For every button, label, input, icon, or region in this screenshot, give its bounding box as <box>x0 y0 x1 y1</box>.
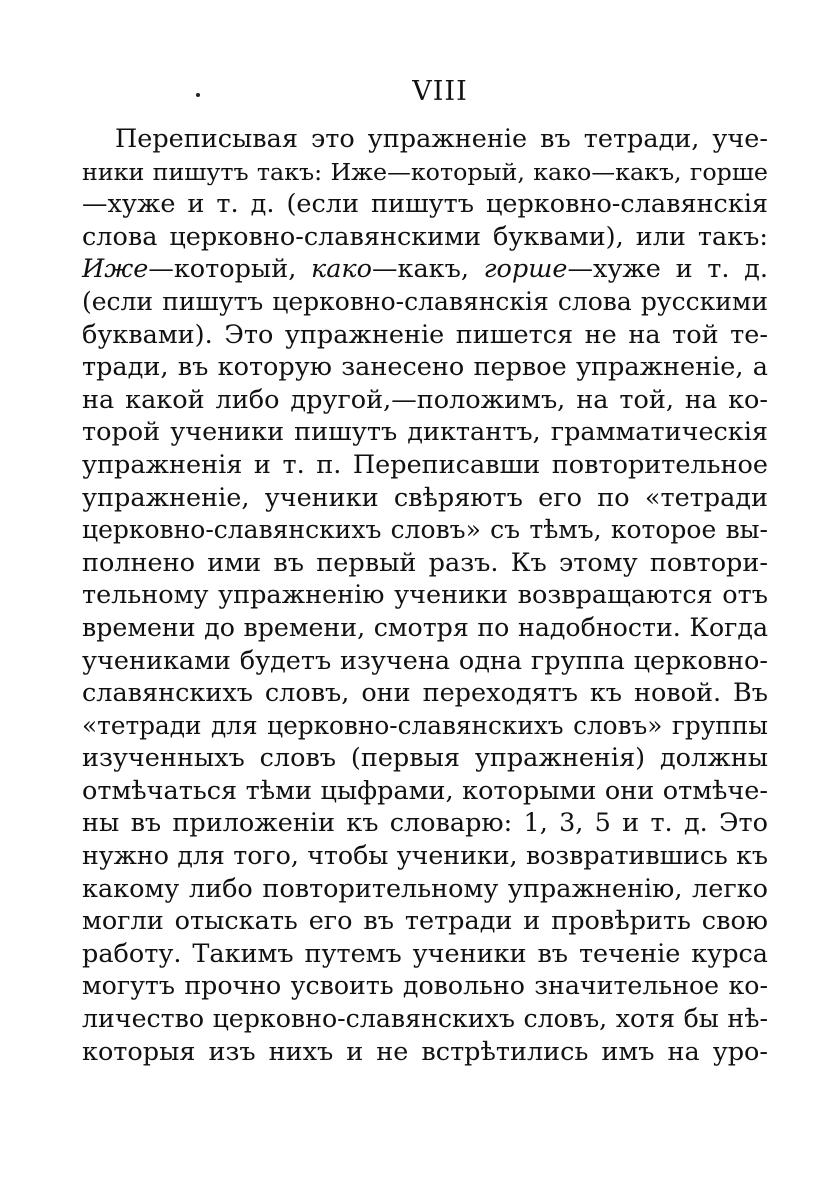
text-segment: на какой либо другой,—положимъ, на той, на ко- <box>82 384 768 415</box>
text-segment: работу. Такимъ путемъ ученики въ теченіе курса <box>82 938 768 969</box>
text-segment: —хуже и т. д. <box>567 254 768 285</box>
italic-word: како <box>311 254 373 285</box>
text-segment: Переписывая это упражненіе въ тетради, уче- <box>115 124 768 154</box>
text-line <box>82 482 768 515</box>
text-line <box>82 905 768 938</box>
text-segment: буквами). Это упражненіе пишется не на той те- <box>82 319 768 350</box>
text-line <box>82 710 768 743</box>
body-text <box>82 123 768 1068</box>
text-segment: тради, въ которую занесено первое упражненіе, а <box>82 352 768 383</box>
text-segment: торой ученики пишутъ диктантъ, грамматическія <box>82 417 768 448</box>
text-segment: —какъ, <box>372 254 484 285</box>
text-line <box>82 677 768 710</box>
text-segment: слова церковно-славянскими буквами), или такъ: <box>82 221 768 252</box>
text-line <box>82 188 768 221</box>
text-line <box>82 807 768 840</box>
text-segment: церковно-славянскихъ словъ» съ тѣмъ, которое вы- <box>82 515 768 545</box>
text-line <box>82 547 768 580</box>
text-line <box>82 840 768 873</box>
text-line <box>82 123 768 156</box>
text-line <box>82 416 768 449</box>
text-segment: какому либо повторительному упражненію, легко <box>82 873 768 904</box>
text-segment: личество церковно-славянскихъ словъ, хотя бы нѣ- <box>82 1004 768 1034</box>
text-segment: «тетради для церковно-славянскихъ словъ» группы <box>82 710 768 740</box>
text-segment: могутъ прочно усвоить довольно значительное ко- <box>82 971 768 1001</box>
text-line <box>82 1036 768 1069</box>
page-number: VIII <box>412 76 468 107</box>
text-segment: ники пишутъ такъ: Иже—который, како—какъ, горше <box>82 157 768 186</box>
text-line <box>82 645 768 678</box>
text-segment: ны въ приложеніи къ словарю: 1, 3, 5 и т. д. Это <box>82 808 768 839</box>
text-segment: отмѣчаться тѣми цыфрами, которыми они отмѣче- <box>82 775 768 806</box>
text-segment: могли отыскать его въ тетради и провѣрить свою <box>82 906 768 937</box>
text-segment: учениками будетъ изучена одна группа церковно- <box>82 645 768 676</box>
text-segment: (если пишутъ церковно-славянскія слова русскими <box>82 286 768 316</box>
text-line <box>82 938 768 971</box>
text-line <box>82 1003 768 1036</box>
text-segment: которыя изъ нихъ и не встрѣтились имъ на уро- <box>82 1036 768 1067</box>
text-line <box>82 970 768 1003</box>
text-line <box>82 156 768 189</box>
text-line <box>82 221 768 254</box>
text-line <box>82 384 768 417</box>
text-segment: тельному упражненію ученики возвращаются отъ <box>82 580 768 611</box>
text-line <box>82 319 768 352</box>
text-segment: полнено ими въ первый разъ. Къ этому повтори- <box>82 547 768 578</box>
text-line <box>82 612 768 645</box>
italic-word: горше <box>483 254 568 285</box>
text-line <box>82 351 768 384</box>
text-segment: —который, <box>148 254 311 285</box>
text-segment: изученныхъ словъ (первыя упражненія) должны <box>82 743 768 774</box>
text-line <box>82 286 768 319</box>
text-segment: нужно для того, чтобы ученики, возвратившись къ <box>82 841 768 871</box>
text-segment: —хуже и т. д. (если пишутъ церковно-славянскія <box>82 189 768 220</box>
text-segment: славянскихъ словъ, они переходятъ къ новой. Въ <box>82 678 768 709</box>
italic-word: Иже <box>82 254 149 285</box>
text-segment: упражненія и т. п. Переписавши повторительное <box>82 449 768 480</box>
text-segment: упражненіе, ученики свѣряютъ его по «тетради <box>82 482 768 513</box>
text-line <box>82 775 768 808</box>
text-line <box>82 873 768 906</box>
text-line <box>82 579 768 612</box>
text-line <box>82 449 768 482</box>
text-line <box>82 514 768 547</box>
text-segment: времени до времени, смотря по надобности. Когда <box>82 612 768 642</box>
text-line <box>82 742 768 775</box>
text-line <box>82 253 768 286</box>
